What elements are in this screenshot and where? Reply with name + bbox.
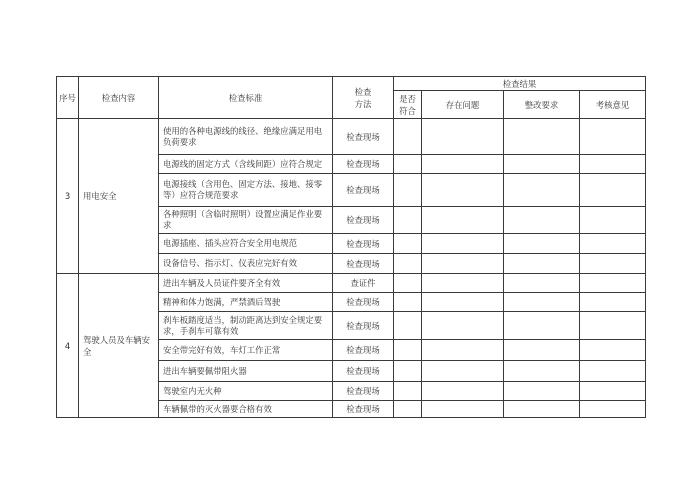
standard-cell: 电源接线（含用色、固定方法、接地、接零等）应符合规范要求 — [159, 174, 333, 207]
method-cell: 检查现场 — [333, 254, 394, 274]
standard-cell: 安全带完好有效，车灯工作正常 — [159, 340, 333, 361]
method-cell: 检查现场 — [333, 293, 394, 312]
issue-cell[interactable] — [422, 119, 504, 155]
standard-cell: 车辆佩带的灭火器要合格有效 — [159, 401, 333, 418]
standard-cell: 驾驶室内无火种 — [159, 382, 333, 401]
assess-cell[interactable] — [580, 382, 646, 401]
header-rectify: 整改要求 — [504, 91, 580, 119]
rectify-cell[interactable] — [504, 234, 580, 254]
assess-cell[interactable] — [580, 174, 646, 207]
standard-cell: 电源线的固定方式（含线间距）应符合规定 — [159, 155, 333, 174]
issue-cell[interactable] — [422, 340, 504, 361]
method-cell: 检查现场 — [333, 340, 394, 361]
header-row-top — [57, 77, 646, 91]
assess-cell[interactable] — [580, 361, 646, 382]
section-no: 4 — [57, 274, 79, 418]
issue-cell[interactable] — [422, 174, 504, 207]
assess-cell[interactable] — [580, 119, 646, 155]
standard-cell: 精神和体力饱满，严禁酒后驾驶 — [159, 293, 333, 312]
rectify-cell[interactable] — [504, 401, 580, 418]
issue-cell[interactable] — [422, 382, 504, 401]
rectify-cell[interactable] — [504, 174, 580, 207]
rectify-cell[interactable] — [504, 274, 580, 293]
issue-cell[interactable] — [422, 155, 504, 174]
standard-cell: 使用的各种电源线的线径、绝缘应满足用电负荷要求 — [159, 119, 333, 155]
conform-cell[interactable] — [394, 312, 422, 340]
table-row — [57, 274, 646, 293]
assess-cell[interactable] — [580, 155, 646, 174]
issue-cell[interactable] — [422, 207, 504, 234]
header-result: 检查结果 — [394, 77, 646, 91]
rectify-cell[interactable] — [504, 361, 580, 382]
section-name: 用电安全 — [79, 119, 159, 274]
standard-cell: 进出车辆及人员证件要齐全有效 — [159, 274, 333, 293]
standard-cell: 刹车板踏度适当，制动距离达到安全规定要求，手刹车可靠有效 — [159, 312, 333, 340]
table-row — [57, 119, 646, 155]
conform-cell[interactable] — [394, 361, 422, 382]
conform-cell[interactable] — [394, 274, 422, 293]
conform-cell[interactable] — [394, 340, 422, 361]
method-cell: 检查现场 — [333, 401, 394, 418]
assess-cell[interactable] — [580, 293, 646, 312]
method-cell: 检查现场 — [333, 382, 394, 401]
header-issue: 存在问题 — [422, 91, 504, 119]
issue-cell[interactable] — [422, 293, 504, 312]
conform-cell[interactable] — [394, 155, 422, 174]
conform-cell[interactable] — [394, 174, 422, 207]
rectify-cell[interactable] — [504, 155, 580, 174]
conform-cell[interactable] — [394, 207, 422, 234]
issue-cell[interactable] — [422, 234, 504, 254]
assess-cell[interactable] — [580, 340, 646, 361]
rectify-cell[interactable] — [504, 119, 580, 155]
rectify-cell[interactable] — [504, 340, 580, 361]
section-name: 驾驶人员及车辆安全 — [79, 274, 159, 418]
assess-cell[interactable] — [580, 234, 646, 254]
issue-cell[interactable] — [422, 312, 504, 340]
standard-cell: 进出车辆要佩带阻火器 — [159, 361, 333, 382]
conform-cell[interactable] — [394, 119, 422, 155]
conform-cell[interactable] — [394, 234, 422, 254]
assess-cell[interactable] — [580, 312, 646, 340]
header-conform: 是否符合 — [394, 91, 422, 119]
assess-cell[interactable] — [580, 254, 646, 274]
method-cell: 检查现场 — [333, 119, 394, 155]
rectify-cell[interactable] — [504, 312, 580, 340]
method-cell: 检查现场 — [333, 174, 394, 207]
assess-cell[interactable] — [580, 207, 646, 234]
method-cell: 检查现场 — [333, 312, 394, 340]
inspection-table — [56, 76, 646, 418]
standard-cell: 电源插座、插头应符合安全用电规范 — [159, 234, 333, 254]
header-content: 检查内容 — [79, 77, 159, 119]
standard-cell: 设备信号、指示灯、仪表应完好有效 — [159, 254, 333, 274]
issue-cell[interactable] — [422, 274, 504, 293]
rectify-cell[interactable] — [504, 382, 580, 401]
issue-cell[interactable] — [422, 361, 504, 382]
method-cell: 检查现场 — [333, 207, 394, 234]
standard-cell: 各种照明（含临时照明）设置应满足作业要求 — [159, 207, 333, 234]
method-cell: 查证件 — [333, 274, 394, 293]
conform-cell[interactable] — [394, 254, 422, 274]
header-method: 检查方法 — [333, 77, 394, 119]
rectify-cell[interactable] — [504, 207, 580, 234]
header-assess: 考核意见 — [580, 91, 646, 119]
conform-cell[interactable] — [394, 401, 422, 418]
header-seq: 序号 — [57, 77, 79, 119]
method-cell: 检查现场 — [333, 361, 394, 382]
conform-cell[interactable] — [394, 293, 422, 312]
section-no: 3 — [57, 119, 79, 274]
rectify-cell[interactable] — [504, 254, 580, 274]
assess-cell[interactable] — [580, 274, 646, 293]
method-cell: 检查现场 — [333, 155, 394, 174]
issue-cell[interactable] — [422, 254, 504, 274]
inspection-sheet — [56, 76, 646, 418]
rectify-cell[interactable] — [504, 293, 580, 312]
method-cell: 检查现场 — [333, 234, 394, 254]
assess-cell[interactable] — [580, 401, 646, 418]
issue-cell[interactable] — [422, 401, 504, 418]
header-standard: 检查标准 — [159, 77, 333, 119]
conform-cell[interactable] — [394, 382, 422, 401]
